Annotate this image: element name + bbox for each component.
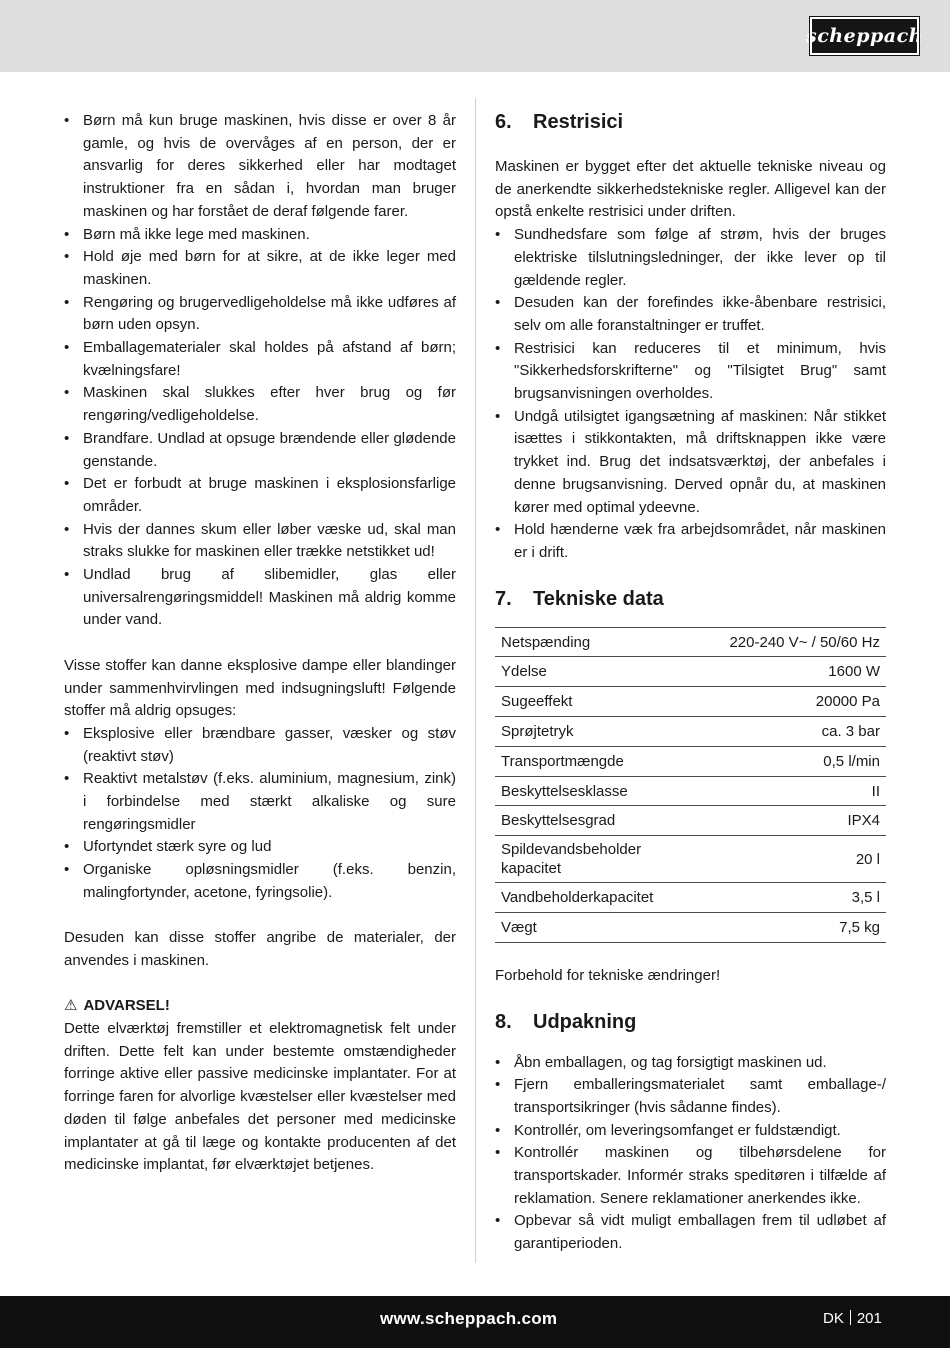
section-number: 6. [495,111,512,133]
section-title: Udpakning [533,1010,637,1033]
list-item: • Reaktivt metalstøv (f.eks. aluminium, magnesium, zink) i forbindelse med stærkt alkaliske og sure rengøringsmidler [64,768,456,836]
spec-value: ca. 3 bar [665,717,886,747]
list-item: • Åbn emballagen, og tag forsigtigt maskinen ud. [495,1052,886,1075]
spec-label: Transportmængde [495,746,665,776]
table-row [495,687,886,717]
spec-value: 3,5 l [665,883,886,913]
warning-triangle-icon: ⚠ [64,997,78,1015]
spec-value: II [665,776,886,806]
table-row [495,883,886,913]
list-item: • Børn må kun bruge maskinen, hvis disse er over 8 år gamle, og hvis de overvåges af en person, der er ansvarlig for deres sikkerhed eller har modtaget instruktioner fra en sådan i, hvordan man bruger maskinen og har forstået de deraf følgende farer. [64,110,456,224]
list-item: • Desuden kan der forefindes ikke-åbenbare restrisici, selv om alle foranstaltninger er truffet. [495,292,886,337]
list-item: • Rengøring og brugervedligeholdelse må ikke udføres af børn uden opsyn. [64,292,456,337]
language-code: DK [823,1310,844,1327]
spec-value: 0,5 l/min [665,746,886,776]
list-item: • Eksplosive eller brændbare gasser, væsker og støv (reaktivt støv) [64,723,456,768]
list-item: • Hold hænderne væk fra arbejdsområdet, når maskinen er i drift. [495,519,886,564]
spec-label: Netspænding [495,627,665,657]
spec-label: Sprøjtetryk [495,717,665,747]
spec-label: Vægt [495,913,665,943]
restrisici-intro: Maskinen er bygget efter det aktuelle tekniske niveau og de anerkendte sikkerhedstekniske regler. Alligevel kan der opstå enkelte restrisici under driften. [495,158,886,221]
list-item: • Børn må ikke lege med maskinen. [64,224,456,247]
spec-value: IPX4 [665,806,886,836]
material-damage-note: Desuden kan disse stoffer angribe de materialer, der anvendes i maskinen. [64,929,456,969]
section-number: 8. [495,1010,512,1033]
spec-label: Beskyttelsesgrad [495,806,665,836]
warning-heading [64,995,456,1018]
table-row [495,806,886,836]
spec-label: Beskyttelsesklasse [495,776,665,806]
section-heading-tekniske-data [495,587,886,611]
warning-text: Dette elværktøj fremstiller et elektromagnetisk felt under driften. Dette felt kan under bestemte omstændigheder forringe aktive eller passive medicinske implantater. For at forringe faren for alvorlige kvæstelser eller kvæstelser med døden til følge anbefales det personer med medicinske implantater at gå til læge og kontakte producenten af det medicinske implantat, før elværktøjet betjenes. [64,1020,456,1174]
footer-bar [0,1296,950,1348]
table-row [495,913,886,943]
forbidden-substances-list [64,723,456,905]
list-item: • Hvis der dannes skum eller løber væske ud, skal man straks slukke for maskinen eller trække netstikket ud! [64,519,456,564]
table-row [495,776,886,806]
column-divider [475,98,476,1263]
section-title: Restrisici [533,111,624,133]
safety-list-children [64,110,456,632]
footer-website-link[interactable]: www.scheppach.com [380,1309,558,1328]
warning-title: ADVARSEL! [83,997,170,1015]
section-heading-restrisici [495,110,886,134]
list-item: • Det er forbudt at bruge maskinen i eksplosionsfarlige områder. [64,473,456,518]
spec-value: 20 l [665,836,886,883]
table-row [495,627,886,657]
table-row [495,746,886,776]
page-indicator [823,1310,882,1327]
table-row [495,717,886,747]
spec-label: Ydelse [495,657,665,687]
list-item: • Opbevar så vidt muligt emballagen frem til udløbet af garantiperioden. [495,1210,886,1255]
right-column [495,110,886,1256]
list-item: • Brandfare. Undlad at opsuge brændende eller glødende genstande. [64,428,456,473]
list-item: • Undlad brug af slibemidler, glas eller universalrengøringsmiddel! Maskinen må aldrig komme under vand. [64,564,456,632]
separator [850,1310,851,1325]
spec-label: Vandbeholderkapacitet [495,883,665,913]
left-column [64,110,456,1177]
header-bar [0,0,950,72]
list-item: • Kontrollér, om leveringsomfanget er fuldstændigt. [495,1120,886,1143]
section-heading-udpakning [495,1010,886,1034]
list-item: • Sundhedsfare som følge af strøm, hvis der bruges elektriske tilslutningsledninger, der ikke lever op til gældende regler. [495,224,886,292]
list-item: • Ufortyndet stærk syre og lud [64,836,456,859]
list-item: • Restrisici kan reduceres til et minimum, hvis "Sikkerhedsforskrifterne" og "Tilsigtet Brug" samt brugsanvisningen overholdes. [495,338,886,406]
spec-value: 7,5 kg [665,913,886,943]
table-row [495,836,886,883]
udpakning-list [495,1052,886,1256]
spec-value: 220-240 V~ / 50/60 Hz [665,627,886,657]
list-item: • Fjern emballeringsmaterialet samt emballage-/ transportsikringer (hvis sådanne findes). [495,1074,886,1119]
logo-text: scheppach [806,25,923,47]
specs-table [495,627,886,943]
list-item: • Undgå utilsigtet igangsætning af maskinen: Når stikket isættes i stikkontakten, må driftsknappen ikke være trykket ind. Brug det indsatsværktøj, der anbefales i denne brugsanvisning. Derved opnår du, at maskinen kører med optimal ydeevne. [495,406,886,520]
spec-value: 20000 Pa [665,687,886,717]
restrisici-list [495,224,886,565]
list-item: • Hold øje med børn for at sikre, at de ikke leger med maskinen. [64,246,456,291]
list-item: • Organiske opløsningsmidler (f.eks. benzin, malingfortynder, acetone, fyringsolie). [64,859,456,904]
list-item: • Kontrollér maskinen og tilbehørsdelene for transportskader. Informér straks speditøren i tilfælde af reklamation. Senere reklamationer anerkendes ikke. [495,1142,886,1210]
spec-value: 1600 W [665,657,886,687]
spec-label: Spildevandsbeholder kapacitet [495,836,665,883]
list-item: • Emballagematerialer skal holdes på afstand af børn; kvælningsfare! [64,337,456,382]
page-number: 201 [856,1310,882,1327]
list-item: • Maskinen skal slukkes efter hver brug og før rengøring/vedligeholdelse. [64,382,456,427]
spec-label: Sugeeffekt [495,687,665,717]
section-title: Tekniske data [533,587,664,610]
table-row [495,657,886,687]
brand-logo [806,17,923,55]
section-number: 7. [495,587,512,610]
specs-note: Forbehold for tekniske ændringer! [495,966,721,984]
explosive-substances-intro: Visse stoffer kan danne eksplosive dampe eller blandinger under sammenhvirvlingen med indsugningsluft! Følgende stoffer må aldrig opsuges: [64,656,456,720]
